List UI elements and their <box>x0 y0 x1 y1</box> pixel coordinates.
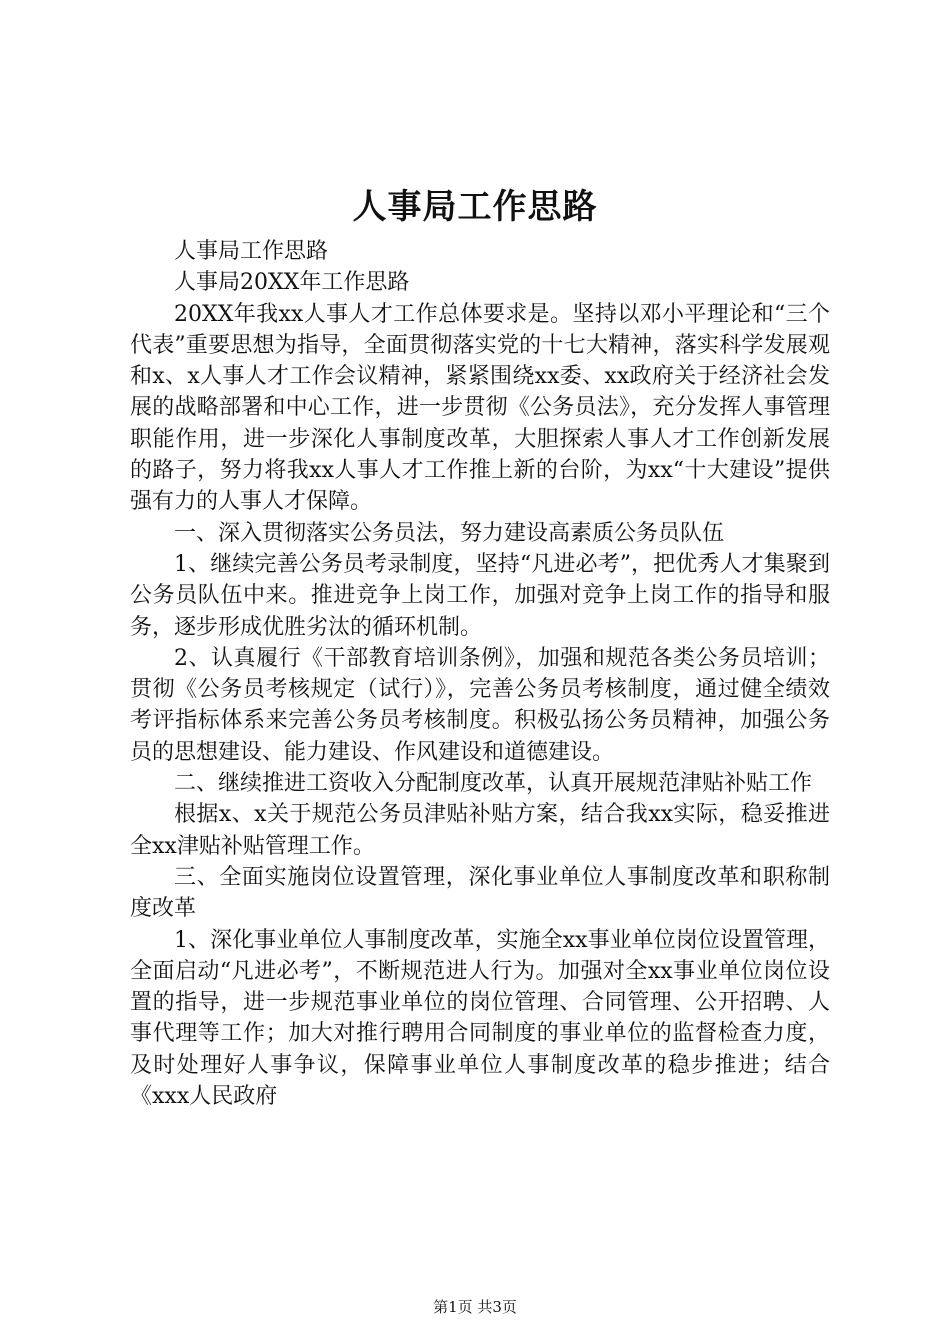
paragraph-subtitle-1: 人事局工作思路 <box>174 239 329 264</box>
document-body <box>130 236 830 1112</box>
paragraph-item: 2、认真履行《干部教育培训条例》，加强和规范各类公务员培训；贯彻《公务员考核规定（试行）》，完善公务员考核制度，通过健全绩效考评指标体系来完善公务员考核制度。积极弘扬公务员精神，加强公务员的思想建设、能力建设、作风建设和道德建设。 <box>130 645 830 765</box>
page-number-footer: 第1页 共3页 <box>433 1298 517 1316</box>
section-heading-3: 三、全面实施岗位设置管理，深化事业单位人事制度改革和职称制度改革 <box>130 864 830 922</box>
section-heading-2: 二、继续推进工资收入分配制度改革，认真开展规范津贴补贴工作 <box>174 771 813 797</box>
paragraph-item: 1、继续完善公务员考录制度，坚持“凡进必考”，把优秀人才集聚到公务员队伍中来。推进竞争上岗工作，加强对竞争上岗工作的指导和服务，逐步形成优胜劣汰的循环机制。 <box>130 551 830 640</box>
paragraph-subtitle-2: 人事局20XX年工作思路 <box>174 270 410 296</box>
paragraph-intro: 20XX年我xx人事人才工作总体要求是。坚持以邓小平理论和“三个代表”重要思想为指导，全面贯彻落实党的十七大精神，落实科学发展观和x、x人事人才工作会议精神，紧紧围绕xx委、xx政府关于经济社会发展的战略部署和中心工作，进一步贯彻《公务员法》，充分发挥人事管理职能作用，进一步深化人事制度改革，大胆探索人事人才工作创新发展的路子，努力将我xx人事人才工作推上新的台阶，为xx“十大建设”提供强有力的人事人才保障。 <box>130 301 830 515</box>
paragraph-item: 根据x、x关于规范公务员津贴补贴方案，结合我xx实际，稳妥推进全xx津贴补贴管理工作。 <box>130 802 830 859</box>
paragraph-item: 1、深化事业单位人事制度改革，实施全xx事业单位岗位设置管理，全面启动“凡进必考”，不断规范进人行为。加强对全xx事业单位岗位设置的指导，进一步规范事业单位的岗位管理、合同管理、公开招聘、人事代理等工作；加大对推行聘用合同制度的事业单位的监督检查力度，及时处理好人事争议，保障事业单位人事制度改革的稳步推进；结合《xxx人民政府 <box>130 927 830 1110</box>
document-title: 人事局工作思路 <box>352 187 598 227</box>
section-heading-1: 一、深入贯彻落实公务员法，努力建设高素质公务员队伍 <box>174 520 725 546</box>
